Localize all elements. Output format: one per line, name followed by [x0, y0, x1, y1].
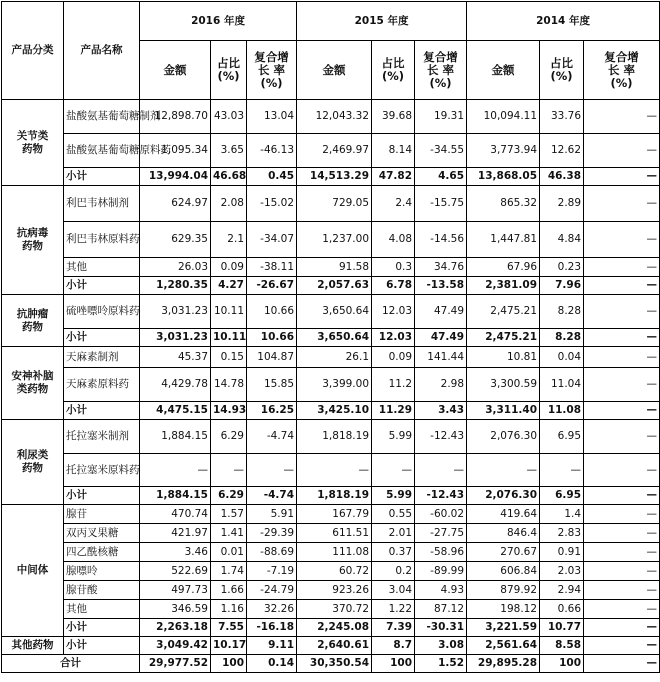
- revenue-table: [1, 1, 660, 673]
- category-cell: 安神补脑 类药物: [2, 347, 64, 420]
- value-cell: 0.91: [540, 543, 584, 562]
- value-cell: 15.85: [247, 368, 297, 402]
- total-value-cell: 100: [211, 655, 247, 673]
- value-cell: 19.31: [415, 100, 467, 134]
- header-share-2016: 占比 (%): [211, 41, 247, 100]
- value-cell: 2.03: [540, 562, 584, 581]
- value-cell: 4,475.15: [140, 402, 211, 420]
- header-year-2014: 2014 年度: [467, 2, 660, 41]
- value-cell: 8.28: [540, 329, 584, 347]
- value-cell: 2.08: [211, 186, 247, 222]
- value-cell: -38.11: [247, 258, 297, 277]
- header-cagr-2016: 复合增 长 率 (%): [247, 41, 297, 100]
- value-cell: 11.2: [372, 368, 415, 402]
- value-cell: 606.84: [467, 562, 540, 581]
- header-amount-2014: 金额: [467, 41, 540, 100]
- product-name: 利巴韦林原料药: [64, 222, 140, 258]
- value-cell: 3,031.23: [140, 329, 211, 347]
- value-cell: —: [584, 329, 660, 347]
- value-cell: 14.93: [211, 402, 247, 420]
- product-name: 托拉塞米原料药: [64, 454, 140, 487]
- table-row: [2, 368, 660, 402]
- value-cell: 141.44: [415, 347, 467, 368]
- header-year-2015: 2015 年度: [297, 2, 467, 41]
- value-cell: 43.03: [211, 100, 247, 134]
- value-cell: 12,898.70: [140, 100, 211, 134]
- value-cell: 2.89: [540, 186, 584, 222]
- value-cell: 5.91: [247, 505, 297, 524]
- value-cell: 2,475.21: [467, 329, 540, 347]
- product-name: 利巴韦林制剂: [64, 186, 140, 222]
- value-cell: 421.97: [140, 524, 211, 543]
- value-cell: 26.1: [297, 347, 372, 368]
- value-cell: -26.67: [247, 277, 297, 295]
- table-row: [2, 600, 660, 619]
- value-cell: 34.76: [415, 258, 467, 277]
- value-cell: -89.99: [415, 562, 467, 581]
- value-cell: 0.55: [372, 505, 415, 524]
- value-cell: 2,263.18: [140, 619, 211, 637]
- table-row: [2, 258, 660, 277]
- value-cell: —: [211, 454, 247, 487]
- value-cell: 6.29: [211, 487, 247, 505]
- total-label: 合计: [2, 655, 140, 673]
- value-cell: —: [584, 600, 660, 619]
- value-cell: 3,650.64: [297, 295, 372, 329]
- value-cell: 0.37: [372, 543, 415, 562]
- value-cell: 45.37: [140, 347, 211, 368]
- value-cell: —: [584, 186, 660, 222]
- value-cell: —: [584, 402, 660, 420]
- value-cell: —: [584, 347, 660, 368]
- value-cell: 879.92: [467, 581, 540, 600]
- value-cell: 2.94: [540, 581, 584, 600]
- value-cell: 1.4: [540, 505, 584, 524]
- value-cell: 87.12: [415, 600, 467, 619]
- product-name: 盐酸氨基葡萄糖原料药: [64, 134, 140, 168]
- value-cell: —: [297, 454, 372, 487]
- value-cell: -14.56: [415, 222, 467, 258]
- value-cell: 8.14: [372, 134, 415, 168]
- value-cell: 497.73: [140, 581, 211, 600]
- value-cell: 11.04: [540, 368, 584, 402]
- value-cell: 10.81: [467, 347, 540, 368]
- table-row: [2, 454, 660, 487]
- table-row: [2, 347, 660, 368]
- value-cell: 32.26: [247, 600, 297, 619]
- value-cell: 7.55: [211, 619, 247, 637]
- product-name: 四乙酰核糖: [64, 543, 140, 562]
- value-cell: 6.95: [540, 420, 584, 454]
- value-cell: 14,513.29: [297, 168, 372, 186]
- value-cell: 3,399.00: [297, 368, 372, 402]
- value-cell: 624.97: [140, 186, 211, 222]
- value-cell: 3.46: [140, 543, 211, 562]
- value-cell: 1.16: [211, 600, 247, 619]
- category-cell: 利尿类 药物: [2, 420, 64, 505]
- table-row: [2, 581, 660, 600]
- value-cell: 3,311.40: [467, 402, 540, 420]
- value-cell: —: [584, 581, 660, 600]
- value-cell: 91.58: [297, 258, 372, 277]
- value-cell: 0.15: [211, 347, 247, 368]
- value-cell: 3,049.42: [140, 637, 211, 655]
- value-cell: —: [247, 454, 297, 487]
- value-cell: 1.57: [211, 505, 247, 524]
- value-cell: 3.04: [372, 581, 415, 600]
- value-cell: 10.66: [247, 295, 297, 329]
- value-cell: —: [584, 524, 660, 543]
- value-cell: 2.98: [415, 368, 467, 402]
- value-cell: 2,057.63: [297, 277, 372, 295]
- value-cell: 26.03: [140, 258, 211, 277]
- value-cell: -7.19: [247, 562, 297, 581]
- value-cell: -60.02: [415, 505, 467, 524]
- subtotal-row: [2, 487, 660, 505]
- value-cell: 167.79: [297, 505, 372, 524]
- table-row: [2, 524, 660, 543]
- subtotal-row: [2, 402, 660, 420]
- product-name: 腺苷: [64, 505, 140, 524]
- value-cell: 923.26: [297, 581, 372, 600]
- value-cell: 10,094.11: [467, 100, 540, 134]
- value-cell: -34.07: [247, 222, 297, 258]
- table-row: [2, 505, 660, 524]
- value-cell: 12.62: [540, 134, 584, 168]
- value-cell: —: [584, 543, 660, 562]
- value-cell: -88.69: [247, 543, 297, 562]
- value-cell: -13.58: [415, 277, 467, 295]
- value-cell: 611.51: [297, 524, 372, 543]
- value-cell: 0.09: [211, 258, 247, 277]
- value-cell: 3,221.59: [467, 619, 540, 637]
- value-cell: 46.68: [211, 168, 247, 186]
- subtotal-row: [2, 637, 660, 655]
- value-cell: 0.09: [372, 347, 415, 368]
- value-cell: 0.01: [211, 543, 247, 562]
- value-cell: 4.93: [415, 581, 467, 600]
- value-cell: 46.38: [540, 168, 584, 186]
- value-cell: —: [584, 134, 660, 168]
- subtotal-label: 小计: [64, 277, 140, 295]
- product-name: 天麻素原料药: [64, 368, 140, 402]
- value-cell: 729.05: [297, 186, 372, 222]
- value-cell: —: [584, 420, 660, 454]
- value-cell: 2,076.30: [467, 420, 540, 454]
- table-row: [2, 420, 660, 454]
- value-cell: 270.67: [467, 543, 540, 562]
- value-cell: —: [372, 454, 415, 487]
- header-cagr-2014: 复合增 长 率 (%): [584, 41, 660, 100]
- value-cell: 1,280.35: [140, 277, 211, 295]
- subtotal-label: 小计: [64, 487, 140, 505]
- table-row: [2, 295, 660, 329]
- subtotal-row: [2, 277, 660, 295]
- value-cell: 11.08: [540, 402, 584, 420]
- header-amount-2015: 金额: [297, 41, 372, 100]
- subtotal-row: [2, 329, 660, 347]
- total-row: [2, 655, 660, 673]
- value-cell: 3.43: [415, 402, 467, 420]
- value-cell: 0.66: [540, 600, 584, 619]
- subtotal-label: 小计: [64, 619, 140, 637]
- table-row: [2, 562, 660, 581]
- total-value-cell: 100: [372, 655, 415, 673]
- value-cell: 10.77: [540, 619, 584, 637]
- value-cell: 9.11: [247, 637, 297, 655]
- value-cell: 2,469.97: [297, 134, 372, 168]
- value-cell: -30.31: [415, 619, 467, 637]
- value-cell: 3,425.10: [297, 402, 372, 420]
- product-name: 硫唑嘌呤原料药: [64, 295, 140, 329]
- value-cell: 419.64: [467, 505, 540, 524]
- value-cell: 1.41: [211, 524, 247, 543]
- value-cell: 2,561.64: [467, 637, 540, 655]
- product-name: 双丙叉果糖: [64, 524, 140, 543]
- subtotal-row: [2, 619, 660, 637]
- value-cell: —: [584, 562, 660, 581]
- value-cell: 370.72: [297, 600, 372, 619]
- value-cell: 12.03: [372, 295, 415, 329]
- value-cell: —: [584, 454, 660, 487]
- value-cell: —: [584, 100, 660, 134]
- header-cagr-2015: 复合增 长 率 (%): [415, 41, 467, 100]
- header-share-2014: 占比 (%): [540, 41, 584, 100]
- value-cell: 10.11: [211, 295, 247, 329]
- value-cell: 6.95: [540, 487, 584, 505]
- value-cell: -29.39: [247, 524, 297, 543]
- value-cell: -4.74: [247, 487, 297, 505]
- header-share-2015: 占比 (%): [372, 41, 415, 100]
- value-cell: —: [584, 368, 660, 402]
- product-name: 盐酸氨基葡萄糖制剂: [64, 100, 140, 134]
- table-row: [2, 222, 660, 258]
- value-cell: 3,031.23: [140, 295, 211, 329]
- value-cell: 0.04: [540, 347, 584, 368]
- table-row: [2, 100, 660, 134]
- value-cell: -12.43: [415, 420, 467, 454]
- table-row: [2, 134, 660, 168]
- value-cell: 346.59: [140, 600, 211, 619]
- value-cell: —: [584, 258, 660, 277]
- value-cell: 0.23: [540, 258, 584, 277]
- value-cell: 12.03: [372, 329, 415, 347]
- value-cell: 4.27: [211, 277, 247, 295]
- total-value-cell: 29,977.52: [140, 655, 211, 673]
- value-cell: 60.72: [297, 562, 372, 581]
- value-cell: 1,095.34: [140, 134, 211, 168]
- subtotal-row: [2, 168, 660, 186]
- value-cell: 13,994.04: [140, 168, 211, 186]
- category-cell: 抗肿瘤 药物: [2, 295, 64, 347]
- table-header: [2, 2, 660, 100]
- value-cell: -15.02: [247, 186, 297, 222]
- value-cell: 0.3: [372, 258, 415, 277]
- value-cell: 104.87: [247, 347, 297, 368]
- header-category: 产品分类: [2, 2, 64, 100]
- product-name: 托拉塞米制剂: [64, 420, 140, 454]
- value-cell: 4.65: [415, 168, 467, 186]
- value-cell: -4.74: [247, 420, 297, 454]
- subtotal-label: 小计: [64, 168, 140, 186]
- value-cell: -12.43: [415, 487, 467, 505]
- category-cell: 其他药物: [2, 637, 64, 655]
- value-cell: 846.4: [467, 524, 540, 543]
- value-cell: 1,818.19: [297, 420, 372, 454]
- value-cell: -34.55: [415, 134, 467, 168]
- value-cell: —: [584, 637, 660, 655]
- value-cell: 3,773.94: [467, 134, 540, 168]
- value-cell: 2,245.08: [297, 619, 372, 637]
- value-cell: 1.74: [211, 562, 247, 581]
- header-product: 产品名称: [64, 2, 140, 100]
- value-cell: 198.12: [467, 600, 540, 619]
- value-cell: 33.76: [540, 100, 584, 134]
- value-cell: -24.79: [247, 581, 297, 600]
- total-value-cell: 0.14: [247, 655, 297, 673]
- value-cell: 1.22: [372, 600, 415, 619]
- value-cell: 16.25: [247, 402, 297, 420]
- value-cell: —: [584, 168, 660, 186]
- value-cell: 2.83: [540, 524, 584, 543]
- value-cell: 3,650.64: [297, 329, 372, 347]
- value-cell: 629.35: [140, 222, 211, 258]
- value-cell: 1,884.15: [140, 420, 211, 454]
- table-row: [2, 543, 660, 562]
- product-name: 其他: [64, 258, 140, 277]
- value-cell: —: [467, 454, 540, 487]
- product-name: 腺嘌呤: [64, 562, 140, 581]
- value-cell: 14.78: [211, 368, 247, 402]
- value-cell: —: [584, 277, 660, 295]
- value-cell: 10.66: [247, 329, 297, 347]
- value-cell: 10.11: [211, 329, 247, 347]
- value-cell: -16.18: [247, 619, 297, 637]
- value-cell: 2,640.61: [297, 637, 372, 655]
- value-cell: 8.58: [540, 637, 584, 655]
- value-cell: —: [584, 295, 660, 329]
- value-cell: 470.74: [140, 505, 211, 524]
- value-cell: 4,429.78: [140, 368, 211, 402]
- value-cell: —: [584, 487, 660, 505]
- value-cell: —: [584, 222, 660, 258]
- subtotal-label: 小计: [64, 402, 140, 420]
- value-cell: 8.7: [372, 637, 415, 655]
- value-cell: 10.17: [211, 637, 247, 655]
- value-cell: 4.08: [372, 222, 415, 258]
- value-cell: 865.32: [467, 186, 540, 222]
- value-cell: 8.28: [540, 295, 584, 329]
- category-cell: 中间体: [2, 505, 64, 637]
- value-cell: -46.13: [247, 134, 297, 168]
- subtotal-label: 小计: [64, 329, 140, 347]
- value-cell: 47.82: [372, 168, 415, 186]
- value-cell: —: [584, 505, 660, 524]
- value-cell: 13,868.05: [467, 168, 540, 186]
- value-cell: 2,381.09: [467, 277, 540, 295]
- total-value-cell: 30,350.54: [297, 655, 372, 673]
- value-cell: —: [415, 454, 467, 487]
- value-cell: —: [540, 454, 584, 487]
- value-cell: 5.99: [372, 487, 415, 505]
- value-cell: 7.96: [540, 277, 584, 295]
- value-cell: 39.68: [372, 100, 415, 134]
- total-value-cell: 100: [540, 655, 584, 673]
- value-cell: 0.2: [372, 562, 415, 581]
- value-cell: —: [140, 454, 211, 487]
- value-cell: 13.04: [247, 100, 297, 134]
- value-cell: 1.66: [211, 581, 247, 600]
- value-cell: 3.65: [211, 134, 247, 168]
- category-cell: 关节类 药物: [2, 100, 64, 186]
- value-cell: 3,300.59: [467, 368, 540, 402]
- product-name: 天麻素制剂: [64, 347, 140, 368]
- value-cell: 11.29: [372, 402, 415, 420]
- value-cell: 111.08: [297, 543, 372, 562]
- value-cell: 522.69: [140, 562, 211, 581]
- table-row: [2, 186, 660, 222]
- value-cell: 67.96: [467, 258, 540, 277]
- product-name: 其他: [64, 600, 140, 619]
- header-amount-2016: 金额: [140, 41, 211, 100]
- value-cell: 3.08: [415, 637, 467, 655]
- value-cell: -15.75: [415, 186, 467, 222]
- value-cell: 6.29: [211, 420, 247, 454]
- value-cell: 12,043.32: [297, 100, 372, 134]
- value-cell: —: [584, 619, 660, 637]
- table-body: [2, 100, 660, 673]
- total-value-cell: —: [584, 655, 660, 673]
- subtotal-label: 小计: [64, 637, 140, 655]
- value-cell: 2.4: [372, 186, 415, 222]
- total-value-cell: 29,895.28: [467, 655, 540, 673]
- product-name: 腺苷酸: [64, 581, 140, 600]
- value-cell: 5.99: [372, 420, 415, 454]
- value-cell: 47.49: [415, 295, 467, 329]
- value-cell: -27.75: [415, 524, 467, 543]
- value-cell: 1,237.00: [297, 222, 372, 258]
- value-cell: -58.96: [415, 543, 467, 562]
- value-cell: 6.78: [372, 277, 415, 295]
- value-cell: 1,447.81: [467, 222, 540, 258]
- value-cell: 1,818.19: [297, 487, 372, 505]
- total-value-cell: 1.52: [415, 655, 467, 673]
- header-year-2016: 2016 年度: [140, 2, 297, 41]
- value-cell: 2.01: [372, 524, 415, 543]
- category-cell: 抗病毒 药物: [2, 186, 64, 295]
- value-cell: 0.45: [247, 168, 297, 186]
- value-cell: 2,475.21: [467, 295, 540, 329]
- value-cell: 2.1: [211, 222, 247, 258]
- value-cell: 7.39: [372, 619, 415, 637]
- value-cell: 1,884.15: [140, 487, 211, 505]
- value-cell: 4.84: [540, 222, 584, 258]
- value-cell: 47.49: [415, 329, 467, 347]
- value-cell: 2,076.30: [467, 487, 540, 505]
